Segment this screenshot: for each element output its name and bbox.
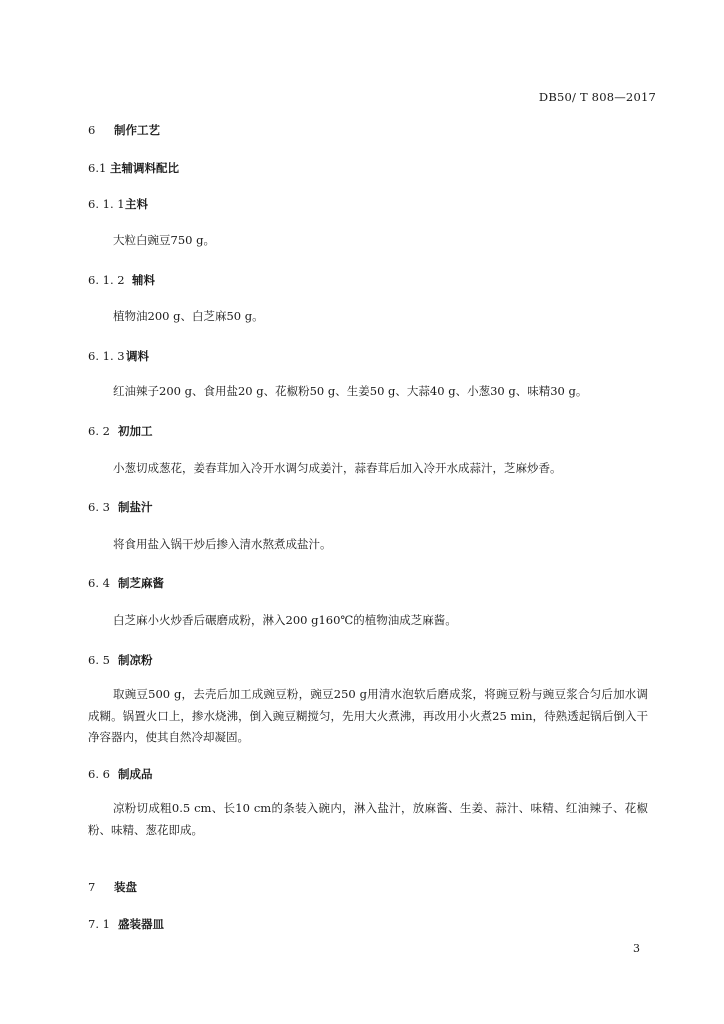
heading-number: 6: [88, 123, 96, 137]
heading-title: 主料: [125, 197, 148, 211]
heading-title: 盛装器皿: [118, 917, 164, 931]
heading-title: 辅料: [132, 273, 155, 287]
heading-title: 制芝麻酱: [118, 576, 164, 590]
heading-number: 6. 1. 2: [88, 273, 125, 287]
heading-6-3: [88, 499, 153, 515]
heading-number: 7. 1: [88, 917, 110, 931]
heading-title: 制成品: [118, 767, 153, 781]
paragraph-auxiliary: 植物油200 g、白芝麻50 g。: [113, 309, 264, 323]
heading-6-5: [88, 652, 153, 668]
heading-number: 6. 3: [88, 500, 110, 514]
heading-6-1-1: [88, 196, 148, 212]
heading-6-1-2: [88, 272, 155, 288]
heading-number: 6. 1. 1: [88, 197, 125, 211]
heading-6-6: [88, 766, 153, 782]
paragraph-preprocessing: 小葱切成葱花，姜舂茸加入冷开水调匀成姜汁，蒜舂茸后加入冷开水成蒜汁，芝麻炒香。: [113, 461, 562, 475]
heading-title: 调料: [126, 349, 149, 363]
heading-number: 6. 5: [88, 653, 110, 667]
paragraph-seasonings: 红油辣子200 g、食用盐20 g、花椒粉50 g、生姜50 g、大蒜40 g、小葱30 g、味精30 g。: [113, 384, 588, 398]
heading-6: [88, 122, 160, 138]
heading-title: 制盐汁: [118, 500, 153, 514]
paragraph-main-ingredient: 大粒白豌豆750 g。: [113, 233, 215, 247]
heading-number: 6. 2: [88, 424, 110, 438]
heading-number: 6.1: [88, 161, 107, 175]
paragraph-salt-juice: 将食用盐入锅干炒后掺入清水熬煮成盐汁。: [113, 537, 332, 551]
heading-6-1: [88, 160, 179, 176]
heading-6-2: [88, 423, 153, 439]
page-number: 3: [633, 942, 640, 955]
heading-6-1-3: [88, 348, 149, 364]
paragraph-sesame-paste: 白芝麻小火炒香后碾磨成粉，淋入200 g160℃的植物油成芝麻酱。: [113, 613, 457, 627]
heading-title: 初加工: [118, 424, 153, 438]
heading-6-4: [88, 575, 164, 591]
paragraph-finished-product: 凉粉切成粗0.5 cm、长10 cm的条装入碗内，淋入盐汁，放麻酱、生姜、蒜汁、味精、红油辣子、花椒粉、味精、葱花即成。: [88, 801, 648, 837]
heading-number: 6. 1. 3: [88, 349, 125, 363]
heading-7: [88, 879, 137, 895]
heading-number: 6. 6: [88, 767, 110, 781]
heading-7-1: [88, 916, 164, 932]
heading-number: 7: [88, 880, 96, 894]
heading-title: 制作工艺: [114, 123, 160, 137]
heading-title: 装盘: [114, 880, 137, 894]
paragraph-cold-noodle: 取豌豆500 g，去壳后加工成豌豆粉，豌豆250 g用清水泡软后磨成浆，将豌豆粉与豌豆浆合匀后加水调成糊。锅置火口上，掺水烧沸，倒入豌豆糊搅匀，先用大火煮沸，再改用小火煮25 min，待熟透起锅后倒入干净容器内，使其自然冷却凝固。: [88, 687, 648, 744]
heading-number: 6. 4: [88, 576, 110, 590]
heading-title: 主辅调料配比: [110, 161, 179, 175]
heading-title: 制凉粉: [118, 653, 153, 667]
standard-number: DB50/ T 808—2017: [538, 90, 656, 104]
